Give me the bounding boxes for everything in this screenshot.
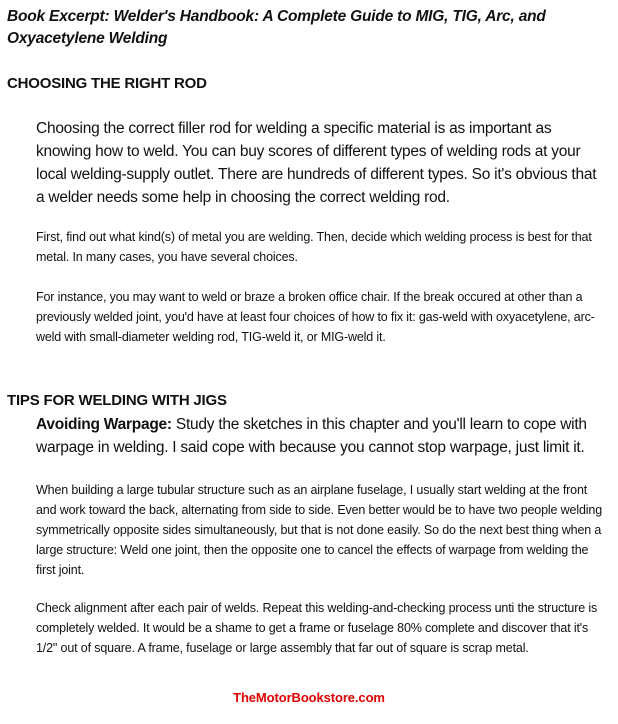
section-lead-avoiding-warpage (36, 413, 601, 459)
section-heading-choosing-rod: CHOOSING THE RIGHT ROD (7, 75, 207, 92)
paragraph-office-chair: For instance, you may want to weld or braze a broken office chair. If the break occured at other than a previously welded joint, you'd have at least four choices of how to fix it: gas-weld with oxyacetylene, arc-weld with small-diameter welding rod, TIG-weld it, or MIG-weld it. (36, 290, 595, 344)
avoiding-warpage-text: Study the sketches in this chapter and you'll learn to cope with warpage in welding. I said cope with because you cannot stop warpage, just limit it. (36, 416, 587, 456)
paragraph-find-metal: First, find out what kind(s) of metal you are welding. Then, decide which welding process is best for that metal. In many cases, you have several choices. (36, 230, 592, 264)
book-title: Book Excerpt: Welder's Handbook: A Complete Guide to MIG, TIG, Arc, and Oxyacetylene Welding (7, 8, 546, 47)
section-heading-jigs: TIPS FOR WELDING WITH JIGS (7, 392, 227, 409)
avoiding-warpage-label: Avoiding Warpage: (36, 416, 172, 433)
section-lead-choosing-rod: Choosing the correct filler rod for welding a specific material is as important as knowing how to weld. You can buy scores of different types of welding rods at your local welding-supply outlet. There are hundreds of different types. So it's obvious that a welder needs some help in choosing the correct welding rod. (36, 120, 597, 206)
footer-site-link[interactable]: TheMotorBookstore.com (233, 690, 385, 705)
paragraph-check-alignment: Check alignment after each pair of welds. Repeat this welding-and-checking process unti the structure is completely welded. It would be a shame to get a frame or fuselage 80% complete and discover that it's 1/2" out of square. A frame, fuselage or large assembly that far out of square is scrap metal. (36, 601, 598, 655)
paragraph-tubular-structure: When building a large tubular structure such as an airplane fuselage, I usually start welding at the front and work toward the back, alternating from side to side. Even better would be to have two people welding symmetrically opposite sides simultaneously, but that is not done easily. So do the next best thing when a large structure: Weld one joint, then the opposite one to cancel the effects of warpage from welding the first joint. (36, 483, 602, 577)
